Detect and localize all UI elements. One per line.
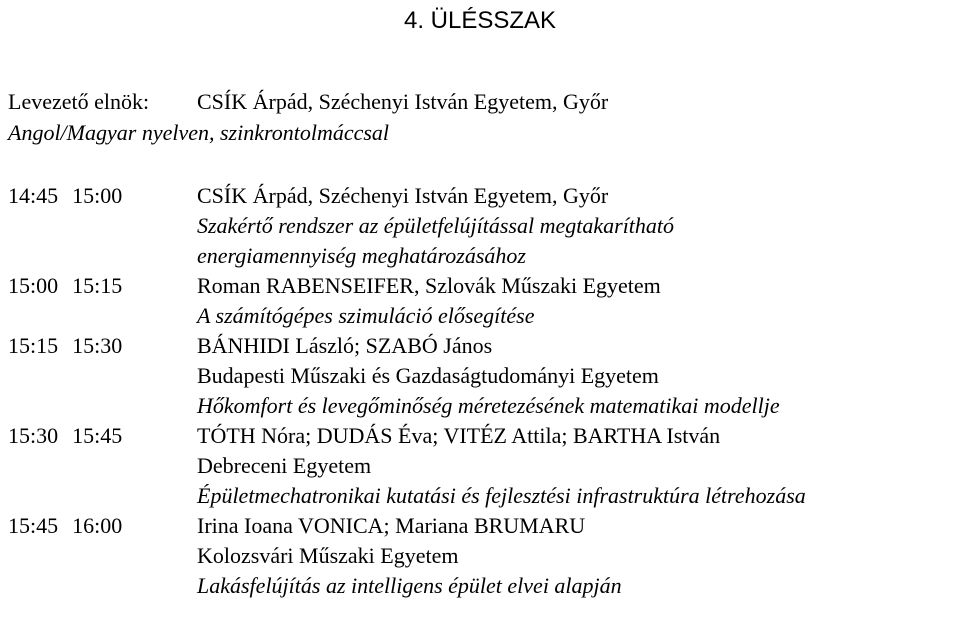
talk-authors: Roman RABENSEIFER, Szlovák Műszaki Egyetem (197, 273, 661, 298)
talk-start: 15:30 (8, 423, 59, 448)
session-title: 4. ÜLÉSSZAK (403, 7, 557, 34)
talk-schedule (8, 181, 958, 601)
talk-title: Szakértő rendszer az épületfelújítással megtakarítható (197, 213, 675, 238)
chair-value: CSÍK Árpád, Széchenyi István Egyetem, Győr (197, 89, 609, 114)
talk-end: 15:30 (72, 333, 123, 358)
talk-title: Lakásfelújítás az intelligens épület elvei alapján (197, 573, 622, 598)
talk-institution: Debreceni Egyetem (197, 453, 372, 478)
talk-time (8, 181, 197, 271)
talk-authors: BÁNHIDI László; SZABÓ János (197, 333, 493, 358)
talk-title-continued: energiamennyiség meghatározásához (197, 243, 526, 268)
talk-end: 15:15 (72, 273, 123, 298)
talk-start: 15:15 (8, 333, 59, 358)
talk-item (8, 181, 958, 271)
talk-start: 15:45 (8, 513, 59, 538)
talk-authors: TÓTH Nóra; DUDÁS Éva; VITÉZ Attila; BARTHA István (197, 423, 721, 448)
talk-item (8, 421, 958, 511)
session-language: Angol/Magyar nyelven, szinkrontolmáccsal (8, 120, 390, 145)
talk-end: 15:00 (72, 183, 123, 208)
talk-item (8, 331, 958, 421)
talk-item (8, 271, 958, 331)
talk-institution: Kolozsvári Műszaki Egyetem (197, 543, 459, 568)
talk-title: Hőkomfort és levegőminőség méretezésének matematikai modellje (197, 393, 780, 418)
talk-authors: CSÍK Árpád, Széchenyi István Egyetem, Győr (197, 183, 609, 208)
talk-end: 16:00 (72, 513, 123, 538)
talk-time (8, 331, 197, 421)
session-chair (8, 87, 608, 117)
talk-start: 14:45 (8, 183, 59, 208)
talk-institution: Budapesti Műszaki és Gazdaságtudományi Egyetem (197, 363, 659, 388)
talk-start: 15:00 (8, 273, 59, 298)
talk-title: Épületmechatronikai kutatási és fejlesztési infrastruktúra létrehozása (197, 483, 806, 508)
talk-authors: Irina Ioana VONICA; Mariana BRUMARU (197, 513, 586, 538)
talk-item (8, 511, 958, 601)
talk-time (8, 421, 197, 511)
talk-time (8, 271, 197, 331)
talk-title: A számítógépes szimuláció elősegítése (197, 303, 535, 328)
chair-label: Levezető elnök: (8, 89, 150, 114)
talk-end: 15:45 (72, 423, 123, 448)
talk-time (8, 511, 197, 601)
